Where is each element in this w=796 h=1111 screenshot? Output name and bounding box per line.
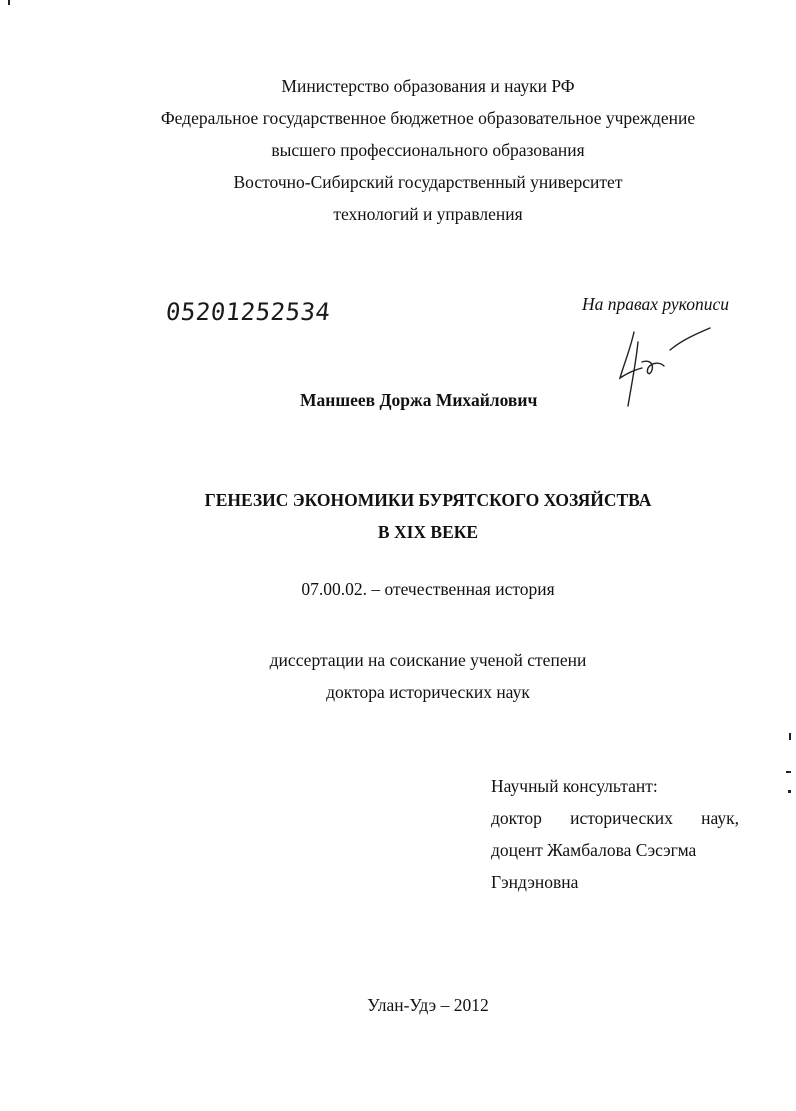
scientific-consultant (491, 770, 739, 898)
consultant-name-line: доцент Жамбалова Сэсэгма (491, 840, 697, 860)
institution-line-technology: технологий и управления (333, 204, 523, 224)
manuscript-note: На правах рукописи (582, 294, 729, 314)
scan-artifact (786, 771, 791, 773)
consultant-heading: Научный консультант: (491, 776, 658, 796)
author-name: Маншеев Доржа Михайлович (300, 390, 538, 410)
degree-line-1: диссертации на соискание ученой степени (269, 650, 587, 670)
institution-line-federal: Федеральное государственное бюджетное образовательное учреждение (160, 108, 696, 128)
institution-line-university: Восточно-Сибирский государственный университет (233, 172, 623, 192)
institution-line-higher-education: высшего профессионального образования (271, 140, 585, 160)
city-year-footer: Улан-Удэ – 2012 (367, 995, 489, 1015)
title-line-2: В XIX ВЕКЕ (377, 522, 479, 542)
consultant-patronymic: Гэндэновна (491, 872, 579, 892)
consultant-degree-line (491, 802, 739, 834)
institution-header (0, 70, 796, 230)
scan-artifact (8, 0, 10, 5)
title-line-1: ГЕНЕЗИС ЭКОНОМИКИ БУРЯТСКОГО ХОЗЯЙСТВА (204, 490, 652, 510)
degree-statement (0, 644, 796, 708)
degree-line-2: доктора исторических наук (326, 682, 530, 702)
dissertation-title (0, 484, 796, 548)
consultant-degree-word: исторических (570, 808, 673, 828)
stamp-number: 05201252534 (164, 298, 332, 326)
scan-artifact (788, 790, 791, 793)
consultant-degree-word: наук, (701, 808, 739, 828)
handwritten-signature-icon (612, 322, 722, 414)
scan-artifact (789, 733, 791, 740)
specialty-code: 07.00.02. – отечественная история (301, 579, 555, 599)
institution-line-ministry: Министерство образования и науки РФ (281, 76, 575, 96)
consultant-degree-word: доктор (491, 808, 542, 828)
